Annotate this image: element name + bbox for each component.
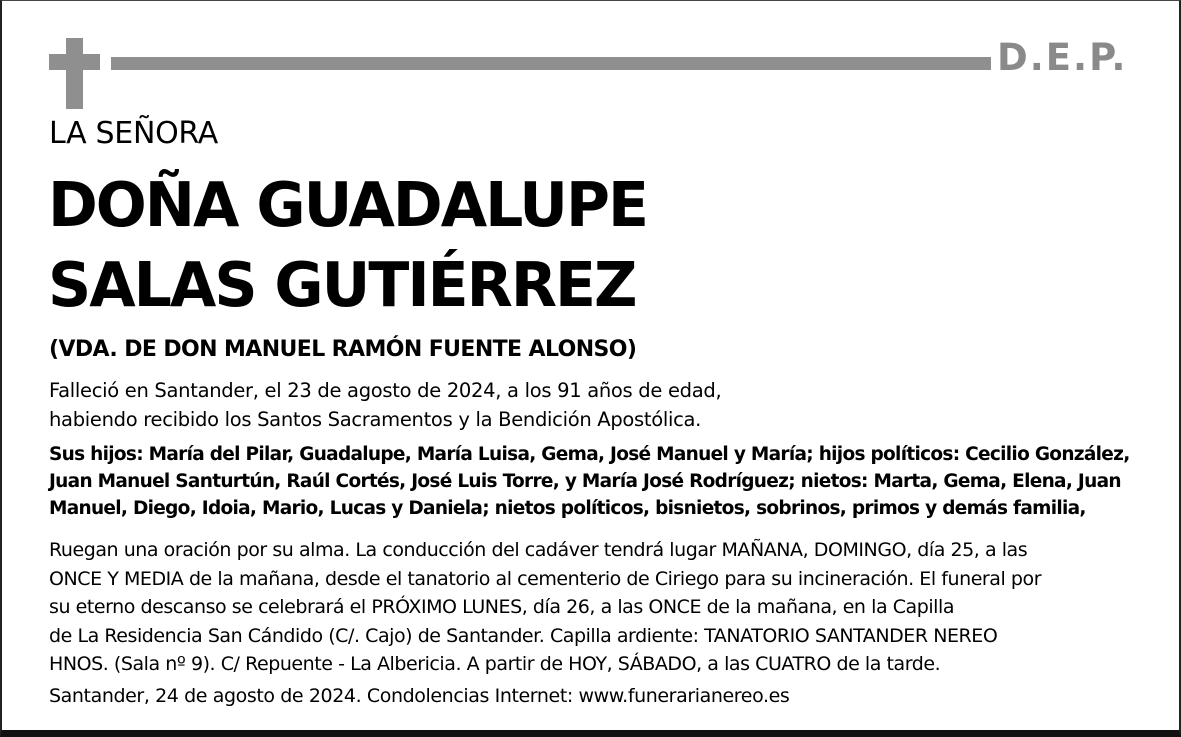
deceased-name-line-1: DOÑA GUADALUPE [48, 169, 647, 242]
footer-line: Santander, 24 de agosto de 2024. Condolencias Internet: www.funerarianereo.es [49, 685, 790, 707]
service-info-line: ONCE Y MEDIA de la mañana, desde el tanatorio al cementerio de Ciriego para su incineración. El funeral por [49, 567, 1042, 590]
family-line: Sus hijos: María del Pilar, Guadalupe, María Luisa, Gema, José Manuel y María; hijos políticos: Cecilio González, [49, 444, 1130, 465]
service-info-line: HNOS. (Sala nº 9). C/ Repuente - La Albericia. A partir de HOY, SÁBADO, a las CUATRO de la tarde. [49, 653, 941, 675]
title-prefix: LA SEÑORA [49, 116, 218, 151]
death-notice-line: Falleció en Santander, el 23 de agosto de 2024, a los 91 años de edad, [49, 379, 722, 402]
header-rule [111, 57, 991, 70]
service-info [49, 536, 1041, 679]
family-line: Manuel, Diego, Idoia, Mario, Lucas y Daniela; nietos políticos, bisnietos, sobrinos, primos y demás familia, [49, 498, 1086, 519]
service-info-line: de La Residencia San Cándido (C/. Cajo) de Santander. Capilla ardiente: TANATORIO SANTANDER NEREO [49, 624, 998, 647]
death-notice [49, 376, 721, 434]
dep-label: D.E.P. [997, 36, 1128, 79]
service-info-line: Ruegan una oración por su alma. La conducción del cadáver tendrá lugar MAÑANA, DOMINGO, día 25, a las [49, 539, 1028, 561]
death-notice-line: habiendo recibido los Santos Sacramentos y la Bendición Apostólica. [49, 408, 702, 431]
cross-horizontal-bar [49, 54, 100, 70]
widow-of-line: (VDA. DE DON MANUEL RAMÓN FUENTE ALONSO) [49, 337, 637, 362]
service-info-line: su eterno descanso se celebrará el PRÓXIMO LUNES, día 26, a las ONCE de la mañana, en la Capilla [49, 596, 955, 618]
cross-vertical-bar [66, 38, 83, 109]
deceased-name-line-2: SALAS GUTIÉRREZ [48, 249, 636, 322]
family-line: Juan Manuel Santurtún, Raúl Cortés, José Luis Torre, y María José Rodríguez; nietos: Marta, Gema, Elena, Juan [49, 471, 1121, 492]
family-list [49, 441, 1130, 522]
